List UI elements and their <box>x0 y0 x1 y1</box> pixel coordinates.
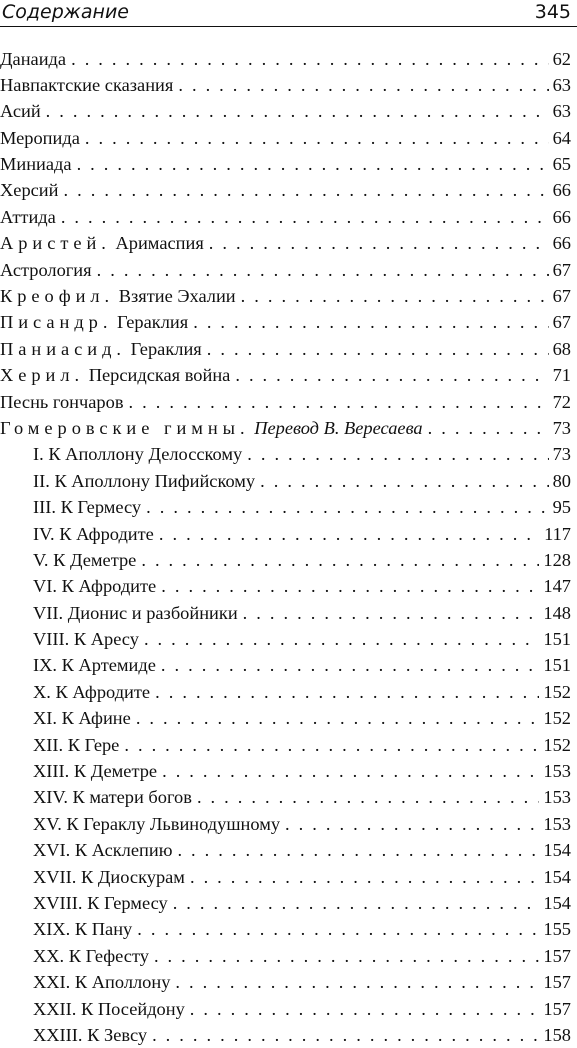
toc-subentry <box>0 837 571 863</box>
toc-entry-title: Аттида <box>0 204 56 230</box>
toc-entry-page: 73 <box>553 441 571 467</box>
dot-leader <box>243 600 540 626</box>
toc-entry-title: Астрология <box>0 257 92 283</box>
toc-subentry <box>0 996 571 1022</box>
toc-entry-title: XXII. К Посейдону <box>33 996 185 1022</box>
toc-entry-page: 157 <box>543 996 571 1022</box>
toc-entry-page: 65 <box>553 151 571 177</box>
dot-leader <box>428 415 549 441</box>
toc-entry <box>0 230 571 256</box>
dot-leader <box>177 837 539 863</box>
dot-leader <box>152 1022 539 1048</box>
toc-entry-page: 157 <box>543 943 571 969</box>
toc-section-heading <box>0 415 571 441</box>
toc-subentry <box>0 705 571 731</box>
toc-entry-title: III. К Гермесу <box>33 494 141 520</box>
toc-subentry <box>0 521 571 547</box>
running-header-title: Содержание <box>2 0 129 24</box>
toc-entry-page: 64 <box>553 125 571 151</box>
dot-leader <box>178 72 548 98</box>
toc-subentry <box>0 626 571 652</box>
dot-leader <box>193 309 548 335</box>
toc-subentry <box>0 494 571 520</box>
toc-subentry <box>0 732 571 758</box>
toc-entry <box>0 309 571 335</box>
dot-leader <box>285 811 539 837</box>
toc-entry-page: 73 <box>553 415 571 441</box>
running-header <box>0 0 577 27</box>
toc-entry-page: 72 <box>553 389 571 415</box>
toc-entry-page: 152 <box>543 679 571 705</box>
toc-entry-title: XII. К Гере <box>33 732 119 758</box>
toc-entry-author: Креофил. <box>0 286 114 306</box>
toc-subentry <box>0 916 571 942</box>
toc-entry-page: 147 <box>543 573 571 599</box>
toc-entry <box>0 125 571 151</box>
toc-entry-title: XVII. К Диоскурам <box>33 864 185 890</box>
dot-leader <box>235 362 548 388</box>
dot-leader <box>136 705 540 731</box>
toc-entry-page: 62 <box>553 46 571 72</box>
toc-entry-work: Гераклия <box>131 339 202 359</box>
toc-entry-title <box>0 283 236 309</box>
toc-entry-page: 151 <box>543 652 571 678</box>
toc-entry-page: 152 <box>543 705 571 731</box>
toc-entry-title <box>0 415 423 441</box>
toc-entry-work: Персидская война <box>89 365 231 385</box>
toc-entry-title: X. К Афродите <box>33 679 150 705</box>
toc-entry <box>0 204 571 230</box>
toc-entry-title: Асий <box>0 98 41 124</box>
toc-entry-title: XVIII. К Гермесу <box>33 890 168 916</box>
toc-entry-title: XXI. К Аполлону <box>33 969 170 995</box>
dot-leader <box>247 441 548 467</box>
toc-entry-page: 68 <box>553 336 571 362</box>
toc-subentry <box>0 547 571 573</box>
toc-entry-page: 152 <box>543 732 571 758</box>
toc-entry-title: XIX. К Пану <box>33 916 132 942</box>
toc-subentry <box>0 969 571 995</box>
toc-entry-page: 66 <box>553 177 571 203</box>
dot-leader <box>175 969 539 995</box>
dot-leader <box>260 468 548 494</box>
toc-entry <box>0 362 571 388</box>
toc-entry <box>0 336 571 362</box>
toc-entry-title: IV. К Афродите <box>33 521 154 547</box>
dot-leader <box>144 626 539 652</box>
dot-leader <box>71 46 549 72</box>
toc-entry-page: 153 <box>543 758 571 784</box>
toc-entry-author: Аристей. <box>0 233 111 253</box>
table-of-contents <box>0 46 571 1048</box>
toc-entry-work: Гераклия <box>117 312 188 332</box>
toc-subentry <box>0 600 571 626</box>
toc-entry-page: 155 <box>543 916 571 942</box>
toc-entry-title: Херсий <box>0 177 59 203</box>
toc-entry-title: Песнь гончаров <box>0 389 124 415</box>
toc-translator-note: Перевод В. Вересаева <box>254 418 422 438</box>
dot-leader <box>154 943 539 969</box>
toc-entry-page: 151 <box>543 626 571 652</box>
toc-section-title: Гомеровские гимны. <box>0 418 250 438</box>
dot-leader <box>209 230 549 256</box>
toc-entry-page: 157 <box>543 969 571 995</box>
dot-leader <box>146 494 548 520</box>
toc-entry <box>0 283 571 309</box>
toc-entry-page: 63 <box>553 98 571 124</box>
toc-entry-title: XV. К Гераклу Львинодушному <box>33 811 280 837</box>
toc-subentry <box>0 573 571 599</box>
toc-entry-title: XX. К Гефесту <box>33 943 149 969</box>
dot-leader <box>97 257 549 283</box>
dot-leader <box>64 177 549 203</box>
toc-entry-title: VIII. К Аресу <box>33 626 139 652</box>
dot-leader <box>77 151 549 177</box>
toc-entry-title: VI. К Афродите <box>33 573 156 599</box>
toc-entry-author: Паниасид. <box>0 339 126 359</box>
toc-subentry <box>0 441 571 467</box>
toc-entry-page: 128 <box>543 547 571 573</box>
toc-entry <box>0 72 571 98</box>
running-header-page-number: 345 <box>535 0 571 24</box>
toc-entry-page: 148 <box>543 600 571 626</box>
toc-subentry <box>0 890 571 916</box>
dot-leader <box>61 204 549 230</box>
toc-entry-title: IX. К Артемиде <box>33 652 156 678</box>
toc-entry-title: Миниада <box>0 151 72 177</box>
toc-entry-title: XIII. К Деметре <box>33 758 157 784</box>
toc-entry-page: 67 <box>553 309 571 335</box>
dot-leader <box>141 547 539 573</box>
toc-entry-title <box>0 230 204 256</box>
toc-entry <box>0 177 571 203</box>
toc-entry-title <box>0 309 188 335</box>
dot-leader <box>129 389 549 415</box>
toc-entry-page: 66 <box>553 230 571 256</box>
dot-leader <box>85 125 549 151</box>
toc-subentry <box>0 652 571 678</box>
toc-entry-title: VII. Дионис и разбойники <box>33 600 238 626</box>
dot-leader <box>190 864 539 890</box>
toc-entry-page: 67 <box>553 283 571 309</box>
toc-subentry <box>0 864 571 890</box>
toc-entry <box>0 151 571 177</box>
dot-leader <box>161 652 540 678</box>
toc-subentry <box>0 679 571 705</box>
toc-entry-page: 66 <box>553 204 571 230</box>
toc-entry-page: 154 <box>543 864 571 890</box>
toc-subentry <box>0 784 571 810</box>
toc-entry-page: 71 <box>553 362 571 388</box>
dot-leader <box>173 890 540 916</box>
toc-entry-title <box>0 336 202 362</box>
toc-entry-author: Херил. <box>0 365 84 385</box>
toc-entry-page: 95 <box>553 494 571 520</box>
toc-entry-work: Взятие Эхалии <box>119 286 236 306</box>
toc-entry-page: 154 <box>543 837 571 863</box>
toc-entry-title: I. К Аполлону Делосскому <box>33 441 242 467</box>
toc-subentry <box>0 943 571 969</box>
toc-entry-page: 80 <box>553 468 571 494</box>
toc-entry-title: XI. К Афине <box>33 705 131 731</box>
toc-entry <box>0 389 571 415</box>
dot-leader <box>207 336 549 362</box>
toc-subentry <box>0 811 571 837</box>
toc-entry-title: Навпактские сказания <box>0 72 173 98</box>
dot-leader <box>161 573 539 599</box>
toc-entry-page: 153 <box>543 784 571 810</box>
toc-entry <box>0 257 571 283</box>
toc-entry-title: Меропида <box>0 125 80 151</box>
toc-subentry <box>0 1022 571 1048</box>
toc-entry-page: 153 <box>543 811 571 837</box>
toc-entry-author: Писандр. <box>0 312 112 332</box>
dot-leader <box>197 784 539 810</box>
toc-subentry <box>0 758 571 784</box>
dot-leader <box>46 98 549 124</box>
toc-subentry <box>0 468 571 494</box>
dot-leader <box>162 758 539 784</box>
dot-leader <box>137 916 539 942</box>
toc-entry-page: 67 <box>553 257 571 283</box>
toc-entry-page: 158 <box>543 1022 571 1048</box>
toc-entry-title: XXIII. К Зевсу <box>33 1022 147 1048</box>
toc-entry <box>0 46 571 72</box>
toc-entry <box>0 98 571 124</box>
dot-leader <box>159 521 540 547</box>
toc-entry-title: Данаида <box>0 46 66 72</box>
dot-leader <box>155 679 539 705</box>
toc-entry-title: II. К Аполлону Пифийскому <box>33 468 255 494</box>
toc-entry-page: 154 <box>543 890 571 916</box>
toc-entry-page: 63 <box>553 72 571 98</box>
toc-entry-title: XIV. К матери богов <box>33 784 192 810</box>
toc-entry-title: XVI. К Асклепию <box>33 837 172 863</box>
dot-leader <box>241 283 549 309</box>
toc-entry-page: 117 <box>544 521 571 547</box>
toc-entry-title: V. К Деметре <box>33 547 136 573</box>
dot-leader <box>190 996 540 1022</box>
dot-leader <box>124 732 539 758</box>
toc-entry-work: Аримаспия <box>115 233 203 253</box>
toc-entry-title <box>0 362 230 388</box>
